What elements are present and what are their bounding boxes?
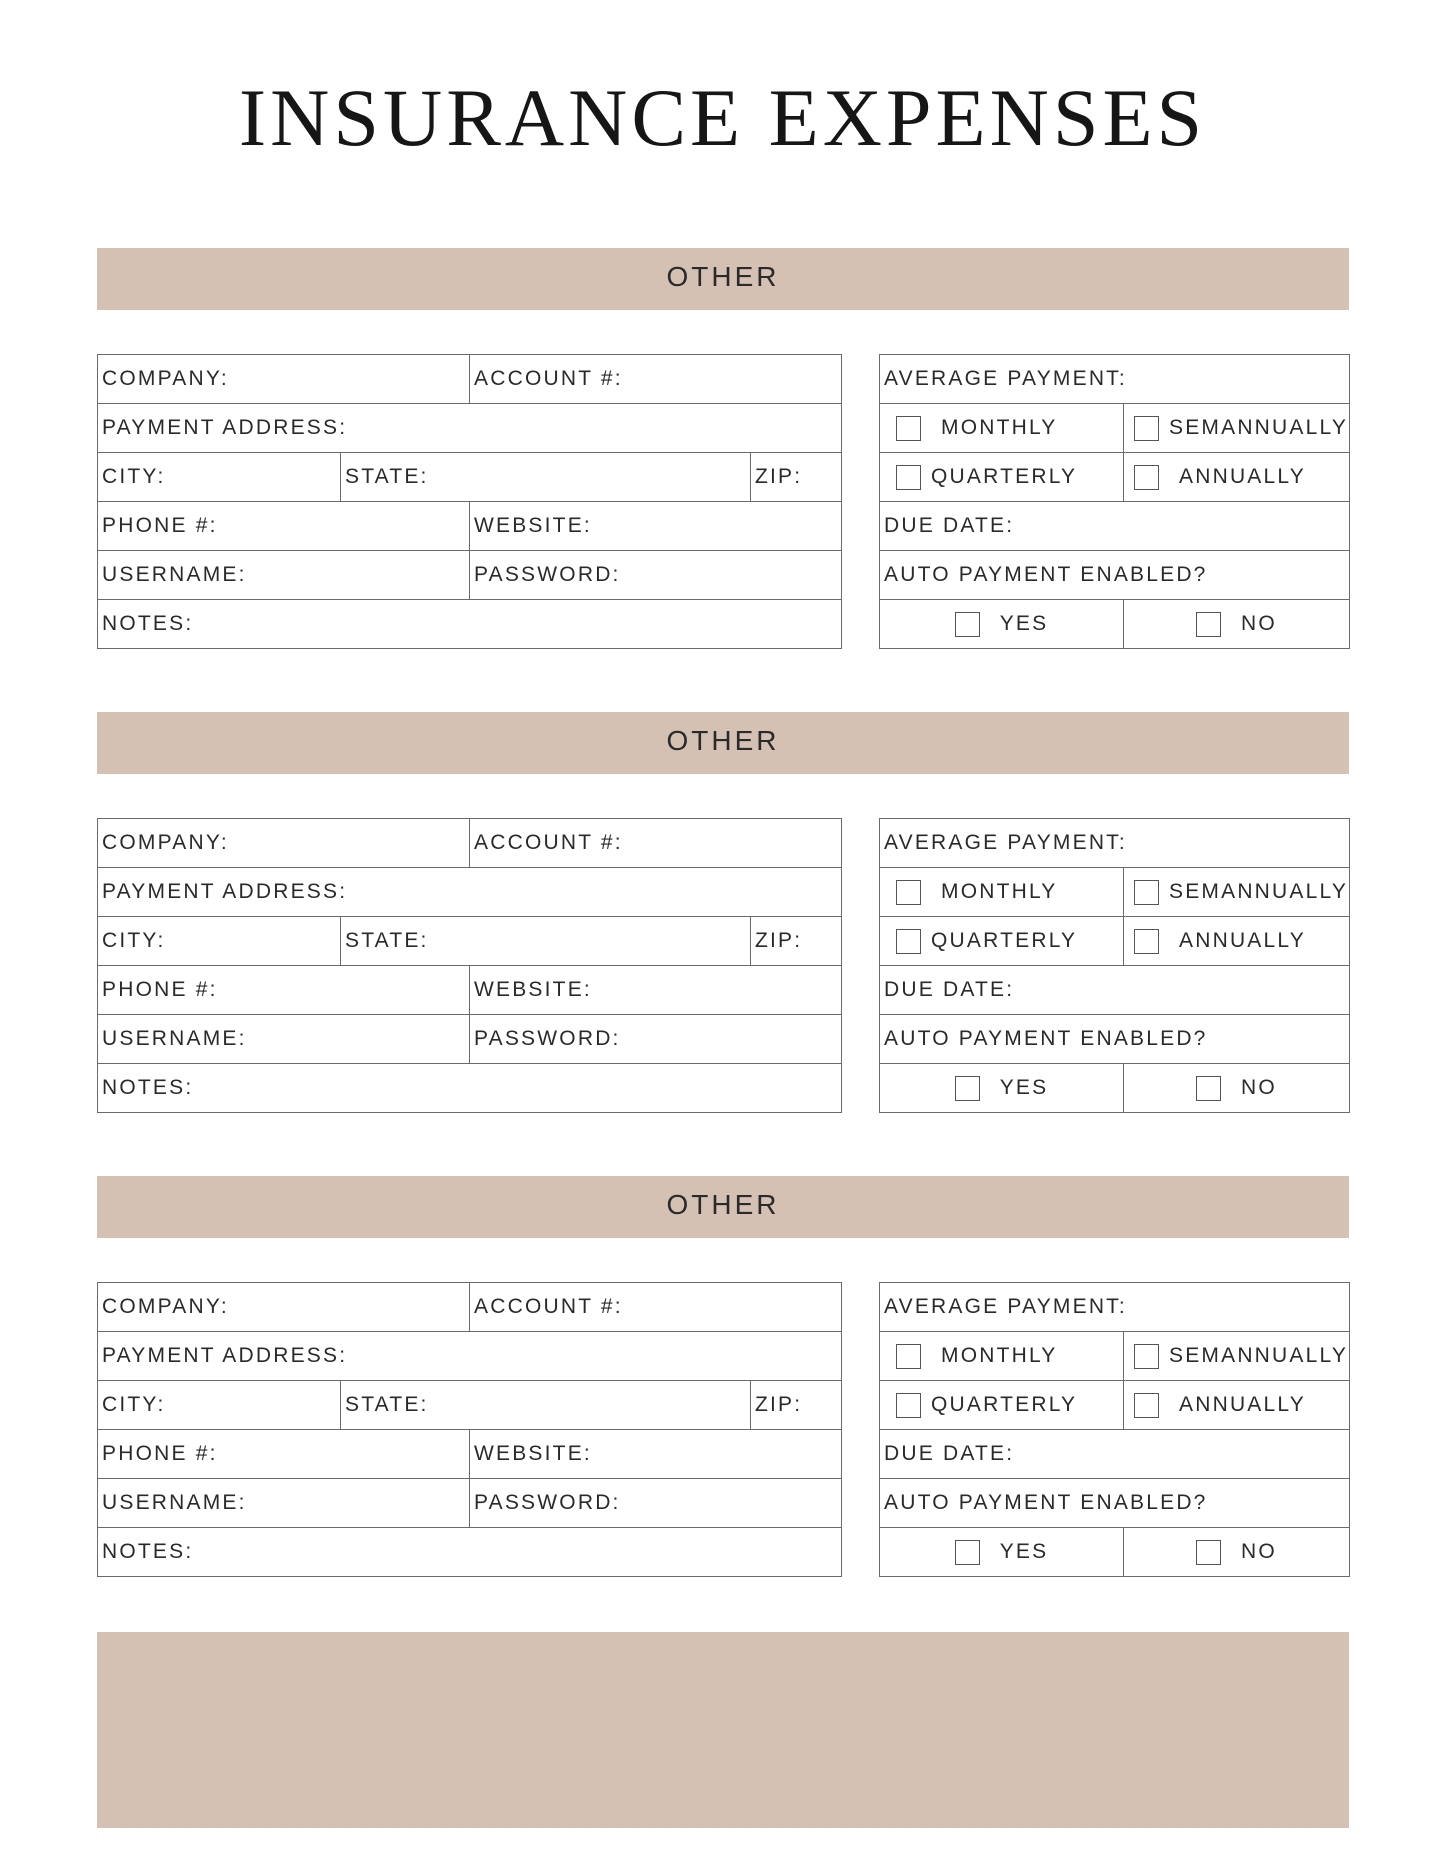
- semannually-option[interactable]: [1124, 404, 1350, 453]
- semannually-checkbox[interactable]: [1134, 416, 1159, 441]
- contact-details-table: [97, 818, 842, 1113]
- yes-option[interactable]: [880, 1528, 1124, 1577]
- average-payment-field[interactable]: AVERAGE PAYMENT:: [880, 1283, 1350, 1332]
- no-label: NO: [1241, 1076, 1277, 1099]
- section-heading: OTHER: [97, 712, 1349, 774]
- yes-label: YES: [999, 612, 1049, 635]
- company-field[interactable]: COMPANY:: [98, 355, 470, 404]
- semannually-checkbox[interactable]: [1134, 880, 1159, 905]
- payment-address-field[interactable]: PAYMENT ADDRESS:: [98, 404, 842, 453]
- semannually-checkbox[interactable]: [1134, 1344, 1159, 1369]
- phone-field[interactable]: PHONE #:: [98, 966, 470, 1015]
- annually-label: ANNUALLY: [1179, 465, 1306, 488]
- annually-option[interactable]: [1124, 917, 1350, 966]
- payment-address-field[interactable]: PAYMENT ADDRESS:: [98, 1332, 842, 1381]
- notes-field[interactable]: NOTES:: [98, 1528, 842, 1577]
- yes-label: YES: [999, 1540, 1049, 1563]
- payment-address-field[interactable]: PAYMENT ADDRESS:: [98, 868, 842, 917]
- city-field[interactable]: CITY:: [98, 917, 341, 966]
- username-field[interactable]: USERNAME:: [98, 1015, 470, 1064]
- quarterly-option[interactable]: [880, 453, 1124, 502]
- footer-notes-box: [97, 1632, 1349, 1828]
- annually-option[interactable]: [1124, 453, 1350, 502]
- semannually-label: SEMANNUALLY: [1169, 416, 1349, 439]
- average-payment-field[interactable]: AVERAGE PAYMENT:: [880, 355, 1350, 404]
- annually-label: ANNUALLY: [1179, 1393, 1306, 1416]
- quarterly-checkbox[interactable]: [896, 929, 921, 954]
- yes-checkbox[interactable]: [955, 1540, 980, 1565]
- due-date-field[interactable]: DUE DATE:: [880, 966, 1350, 1015]
- no-checkbox[interactable]: [1196, 1540, 1221, 1565]
- monthly-label: MONTHLY: [941, 1344, 1058, 1367]
- account-field[interactable]: ACCOUNT #:: [470, 819, 842, 868]
- annually-checkbox[interactable]: [1134, 929, 1159, 954]
- username-field[interactable]: USERNAME:: [98, 1479, 470, 1528]
- yes-option[interactable]: [880, 1064, 1124, 1113]
- auto-payment-question: AUTO PAYMENT ENABLED?: [880, 1015, 1350, 1064]
- zip-field[interactable]: ZIP:: [751, 917, 842, 966]
- semannually-option[interactable]: [1124, 1332, 1350, 1381]
- password-field[interactable]: PASSWORD:: [470, 1015, 842, 1064]
- section-heading: OTHER: [97, 1176, 1349, 1238]
- no-label: NO: [1241, 1540, 1277, 1563]
- no-option[interactable]: [1124, 1528, 1350, 1577]
- state-field[interactable]: STATE:: [341, 453, 751, 502]
- contact-details-table: [97, 1282, 842, 1577]
- city-field[interactable]: CITY:: [98, 1381, 341, 1430]
- contact-details-table: [97, 354, 842, 649]
- notes-field[interactable]: NOTES:: [98, 1064, 842, 1113]
- city-field[interactable]: CITY:: [98, 453, 341, 502]
- page-title: INSURANCE EXPENSES: [238, 72, 1207, 163]
- annually-label: ANNUALLY: [1179, 929, 1306, 952]
- payment-details-table: [879, 354, 1350, 649]
- website-field[interactable]: WEBSITE:: [470, 1430, 842, 1479]
- quarterly-option[interactable]: [880, 1381, 1124, 1430]
- payment-details-table: [879, 818, 1350, 1113]
- quarterly-checkbox[interactable]: [896, 465, 921, 490]
- username-field[interactable]: USERNAME:: [98, 551, 470, 600]
- monthly-option[interactable]: [880, 1332, 1124, 1381]
- annually-checkbox[interactable]: [1134, 465, 1159, 490]
- zip-field[interactable]: ZIP:: [751, 453, 842, 502]
- phone-field[interactable]: PHONE #:: [98, 1430, 470, 1479]
- company-field[interactable]: COMPANY:: [98, 819, 470, 868]
- annually-option[interactable]: [1124, 1381, 1350, 1430]
- payment-details-table: [879, 1282, 1350, 1577]
- annually-checkbox[interactable]: [1134, 1393, 1159, 1418]
- quarterly-label: QUARTERLY: [931, 1393, 1078, 1416]
- due-date-field[interactable]: DUE DATE:: [880, 502, 1350, 551]
- company-field[interactable]: COMPANY:: [98, 1283, 470, 1332]
- monthly-option[interactable]: [880, 868, 1124, 917]
- section-heading: OTHER: [97, 248, 1349, 310]
- yes-option[interactable]: [880, 600, 1124, 649]
- no-checkbox[interactable]: [1196, 1076, 1221, 1101]
- account-field[interactable]: ACCOUNT #:: [470, 355, 842, 404]
- monthly-checkbox[interactable]: [896, 416, 921, 441]
- notes-field[interactable]: NOTES:: [98, 600, 842, 649]
- no-option[interactable]: [1124, 1064, 1350, 1113]
- yes-checkbox[interactable]: [955, 612, 980, 637]
- state-field[interactable]: STATE:: [341, 917, 751, 966]
- semannually-label: SEMANNUALLY: [1169, 1344, 1349, 1367]
- account-field[interactable]: ACCOUNT #:: [470, 1283, 842, 1332]
- due-date-field[interactable]: DUE DATE:: [880, 1430, 1350, 1479]
- monthly-label: MONTHLY: [941, 880, 1058, 903]
- yes-label: YES: [999, 1076, 1049, 1099]
- monthly-label: MONTHLY: [941, 416, 1058, 439]
- zip-field[interactable]: ZIP:: [751, 1381, 842, 1430]
- monthly-checkbox[interactable]: [896, 880, 921, 905]
- average-payment-field[interactable]: AVERAGE PAYMENT:: [880, 819, 1350, 868]
- semannually-label: SEMANNUALLY: [1169, 880, 1349, 903]
- quarterly-option[interactable]: [880, 917, 1124, 966]
- password-field[interactable]: PASSWORD:: [470, 551, 842, 600]
- monthly-option[interactable]: [880, 404, 1124, 453]
- monthly-checkbox[interactable]: [896, 1344, 921, 1369]
- semannually-option[interactable]: [1124, 868, 1350, 917]
- website-field[interactable]: WEBSITE:: [470, 502, 842, 551]
- auto-payment-question: AUTO PAYMENT ENABLED?: [880, 551, 1350, 600]
- auto-payment-question: AUTO PAYMENT ENABLED?: [880, 1479, 1350, 1528]
- state-field[interactable]: STATE:: [341, 1381, 751, 1430]
- quarterly-checkbox[interactable]: [896, 1393, 921, 1418]
- no-checkbox[interactable]: [1196, 612, 1221, 637]
- password-field[interactable]: PASSWORD:: [470, 1479, 842, 1528]
- phone-field[interactable]: PHONE #:: [98, 502, 470, 551]
- website-field[interactable]: WEBSITE:: [470, 966, 842, 1015]
- yes-checkbox[interactable]: [955, 1076, 980, 1101]
- quarterly-label: QUARTERLY: [931, 929, 1078, 952]
- quarterly-label: QUARTERLY: [931, 465, 1078, 488]
- no-label: NO: [1241, 612, 1277, 635]
- no-option[interactable]: [1124, 600, 1350, 649]
